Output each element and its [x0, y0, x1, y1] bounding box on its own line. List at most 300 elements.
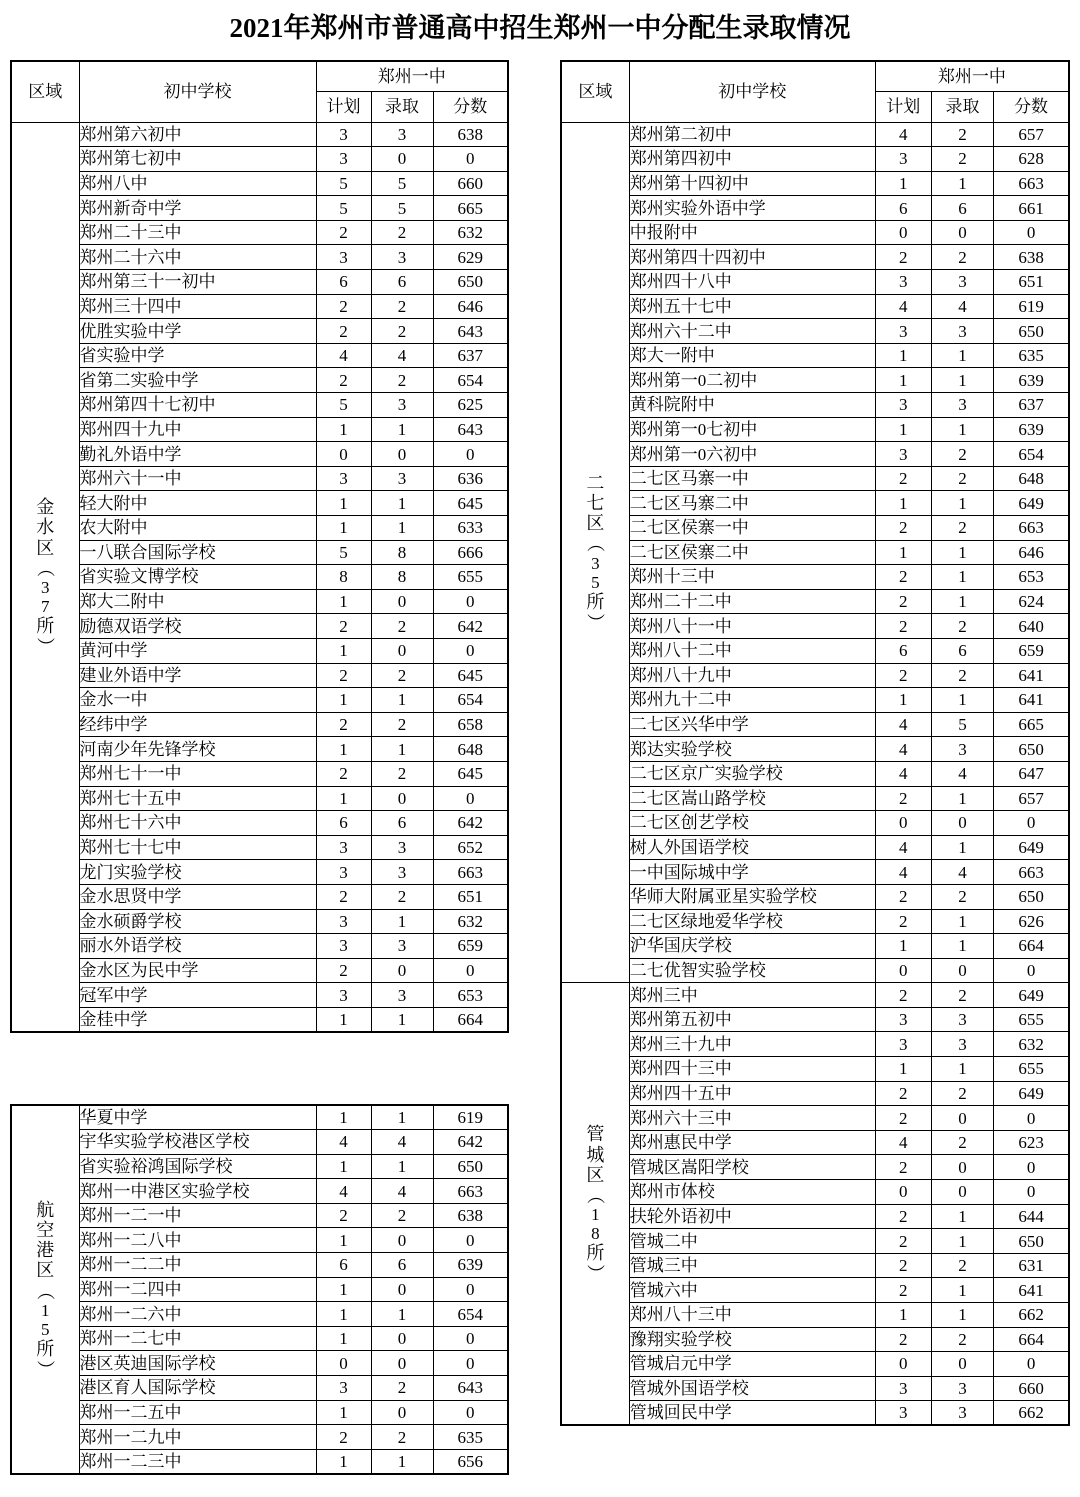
cell-score: 664 [994, 934, 1069, 959]
cell-school-name: 郑州第一0七初中 [629, 417, 875, 442]
region-label-left-2: 航 空 港 区 （ 1 5 所 ） [11, 1105, 79, 1474]
header-target-school: 郑州一中 [316, 61, 508, 91]
table-row [561, 786, 1069, 811]
cell-school-name: 豫翔实验学校 [629, 1327, 875, 1352]
cell-school-name: 郑州第七初中 [79, 147, 316, 172]
cell-score: 638 [433, 122, 508, 147]
table-row [561, 638, 1069, 663]
cell-plan: 5 [316, 196, 371, 221]
cell-plan: 0 [875, 811, 931, 836]
cell-score: 646 [433, 294, 508, 319]
cell-school-name: 郑州第十四初中 [629, 171, 875, 196]
cell-admitted: 0 [371, 589, 433, 614]
cell-school-name: 黄河中学 [79, 638, 316, 663]
cell-score: 650 [433, 270, 508, 295]
table-row [561, 1253, 1069, 1278]
cell-admitted: 1 [931, 1278, 993, 1303]
cell-admitted: 5 [371, 196, 433, 221]
cell-school-name: 郑州第三十一初中 [79, 270, 316, 295]
cell-score: 642 [433, 811, 508, 836]
cell-score: 0 [433, 1277, 508, 1302]
cell-plan: 8 [316, 565, 371, 590]
cell-school-name: 郑州第六初中 [79, 122, 316, 147]
table-block-hangkonggang [10, 1104, 507, 1475]
cell-score: 661 [994, 196, 1069, 221]
cell-school-name: 省实验文博学校 [79, 565, 316, 590]
cell-plan: 3 [875, 1401, 931, 1426]
table-row [561, 1180, 1069, 1205]
cell-school-name: 港区育人国际学校 [79, 1376, 316, 1401]
table-row [11, 884, 508, 909]
cell-school-name: 金桂中学 [79, 1007, 316, 1032]
table-row [11, 1179, 508, 1204]
cell-plan: 1 [875, 1303, 931, 1328]
table-row [11, 171, 508, 196]
header-region: 区域 [561, 61, 629, 122]
cell-admitted: 1 [931, 1229, 993, 1254]
cell-plan: 3 [316, 835, 371, 860]
header-score: 分数 [994, 91, 1069, 122]
cell-school-name: 省第二实验中学 [79, 368, 316, 393]
cell-admitted: 4 [931, 761, 993, 786]
cell-admitted: 6 [931, 638, 993, 663]
cell-plan: 3 [875, 1376, 931, 1401]
cell-score: 645 [433, 663, 508, 688]
table-row [561, 393, 1069, 418]
table-row [11, 319, 508, 344]
cell-school-name: 郑州四十三中 [629, 1057, 875, 1082]
cell-admitted: 2 [371, 319, 433, 344]
cell-score: 654 [994, 442, 1069, 467]
cell-school-name: 郑州八十二中 [629, 638, 875, 663]
cell-plan: 4 [875, 1130, 931, 1155]
cell-admitted: 2 [931, 147, 993, 172]
cell-school-name: 管城回民中学 [629, 1401, 875, 1426]
cell-plan: 4 [316, 1179, 371, 1204]
table-row [11, 1130, 508, 1155]
cell-school-name: 优胜实验中学 [79, 319, 316, 344]
cell-plan: 2 [875, 663, 931, 688]
cell-plan: 2 [316, 958, 371, 983]
table-row [11, 761, 508, 786]
cell-plan: 6 [875, 638, 931, 663]
cell-school-name: 管城外国语学校 [629, 1376, 875, 1401]
cell-plan: 1 [875, 688, 931, 713]
cell-school-name: 郑州八十九中 [629, 663, 875, 688]
cell-school-name: 二七区马寨一中 [629, 466, 875, 491]
table-row [11, 835, 508, 860]
cell-score: 0 [994, 1106, 1069, 1131]
table-row [561, 319, 1069, 344]
table-row [11, 196, 508, 221]
cell-admitted: 1 [931, 368, 993, 393]
cell-plan: 2 [875, 983, 931, 1008]
cell-admitted: 2 [371, 712, 433, 737]
cell-admitted: 6 [371, 1253, 433, 1278]
cell-score: 650 [994, 884, 1069, 909]
cell-score: 664 [433, 1007, 508, 1032]
header-admitted: 录取 [931, 91, 993, 122]
cell-admitted: 3 [931, 1376, 993, 1401]
cell-admitted: 3 [931, 270, 993, 295]
table-row [11, 1400, 508, 1425]
cell-school-name: 华师大附属亚星实验学校 [629, 884, 875, 909]
cell-score: 663 [433, 860, 508, 885]
cell-admitted: 1 [931, 491, 993, 516]
cell-admitted: 1 [371, 491, 433, 516]
cell-admitted: 1 [371, 516, 433, 541]
cell-score: 0 [994, 958, 1069, 983]
cell-school-name: 二七区侯寨二中 [629, 540, 875, 565]
cell-school-name: 冠军中学 [79, 983, 316, 1008]
table-row [11, 1007, 508, 1032]
cell-admitted: 4 [371, 1179, 433, 1204]
table-row [11, 343, 508, 368]
cell-admitted: 6 [931, 196, 993, 221]
cell-score: 638 [433, 1203, 508, 1228]
cell-admitted: 1 [931, 786, 993, 811]
cell-admitted: 0 [931, 1106, 993, 1131]
cell-plan: 2 [875, 1204, 931, 1229]
cell-admitted: 3 [371, 245, 433, 270]
table-row [11, 1277, 508, 1302]
cell-admitted: 0 [371, 442, 433, 467]
cell-plan: 1 [316, 1228, 371, 1253]
table-body [561, 122, 1069, 983]
cell-score: 650 [994, 737, 1069, 762]
cell-score: 654 [433, 368, 508, 393]
cell-plan: 4 [875, 294, 931, 319]
cell-plan: 2 [875, 1106, 931, 1131]
table-row [11, 368, 508, 393]
cell-score: 662 [994, 1401, 1069, 1426]
cell-admitted: 2 [931, 983, 993, 1008]
cell-score: 654 [433, 1302, 508, 1327]
cell-admitted: 2 [931, 1327, 993, 1352]
cell-score: 663 [994, 171, 1069, 196]
admissions-table-left-bottom [10, 1104, 509, 1475]
table-row [11, 245, 508, 270]
cell-school-name: 二七区侯寨一中 [629, 516, 875, 541]
cell-admitted: 2 [371, 220, 433, 245]
cell-admitted: 1 [371, 1007, 433, 1032]
cell-school-name: 丽水外语学校 [79, 934, 316, 959]
cell-plan: 2 [316, 761, 371, 786]
cell-school-name: 金水一中 [79, 688, 316, 713]
cell-school-name: 郑州一二五中 [79, 1400, 316, 1425]
cell-score: 659 [433, 934, 508, 959]
cell-plan: 0 [875, 958, 931, 983]
table-row [561, 565, 1069, 590]
cell-school-name: 郑州四十五中 [629, 1081, 875, 1106]
cell-admitted: 2 [371, 294, 433, 319]
cell-plan: 3 [316, 934, 371, 959]
cell-plan: 0 [875, 220, 931, 245]
table-row [11, 1376, 508, 1401]
cell-plan: 1 [316, 516, 371, 541]
cell-school-name: 郑州十三中 [629, 565, 875, 590]
cell-school-name: 省实验中学 [79, 343, 316, 368]
cell-plan: 3 [316, 147, 371, 172]
cell-score: 648 [433, 737, 508, 762]
region-label-left-1: 金 水 区 （ 3 7 所 ） [11, 122, 79, 1032]
cell-plan: 4 [875, 712, 931, 737]
cell-score: 632 [433, 220, 508, 245]
cell-admitted: 5 [371, 171, 433, 196]
cell-school-name: 管城区嵩阳学校 [629, 1155, 875, 1180]
table-row [11, 712, 508, 737]
cell-score: 659 [994, 638, 1069, 663]
table-row [11, 663, 508, 688]
cell-plan: 1 [316, 1105, 371, 1130]
cell-admitted: 0 [371, 638, 433, 663]
cell-school-name: 沪华国庆学校 [629, 934, 875, 959]
cell-plan: 5 [316, 540, 371, 565]
cell-plan: 1 [316, 1007, 371, 1032]
table-row [561, 934, 1069, 959]
cell-admitted: 8 [371, 565, 433, 590]
table-row [11, 1105, 508, 1130]
cell-school-name: 二七优智实验学校 [629, 958, 875, 983]
cell-plan: 3 [316, 245, 371, 270]
table-row [11, 909, 508, 934]
cell-school-name: 励德双语学校 [79, 614, 316, 639]
cell-school-name: 郑州新奇中学 [79, 196, 316, 221]
cell-score: 637 [994, 393, 1069, 418]
table-row [561, 909, 1069, 934]
cell-plan: 1 [316, 1302, 371, 1327]
cell-school-name: 郑州第二初中 [629, 122, 875, 147]
cell-score: 655 [994, 1007, 1069, 1032]
cell-school-name: 郑州七十五中 [79, 786, 316, 811]
cell-score: 641 [994, 663, 1069, 688]
cell-admitted: 4 [931, 294, 993, 319]
cell-school-name: 金水思贤中学 [79, 884, 316, 909]
cell-score: 643 [433, 417, 508, 442]
cell-school-name: 宇华实验学校港区学校 [79, 1130, 316, 1155]
cell-admitted: 3 [371, 983, 433, 1008]
cell-plan: 4 [875, 737, 931, 762]
cell-school-name: 黄科院附中 [629, 393, 875, 418]
cell-admitted: 2 [371, 884, 433, 909]
cell-score: 660 [994, 1376, 1069, 1401]
cell-plan: 1 [875, 343, 931, 368]
cell-plan: 3 [316, 1376, 371, 1401]
cell-admitted: 3 [371, 393, 433, 418]
header-target-school: 郑州一中 [875, 61, 1069, 91]
table-row [561, 442, 1069, 467]
cell-score: 0 [433, 442, 508, 467]
cell-plan: 1 [316, 786, 371, 811]
cell-plan: 2 [875, 516, 931, 541]
cell-score: 648 [994, 466, 1069, 491]
table-row [561, 1106, 1069, 1131]
cell-school-name: 经纬中学 [79, 712, 316, 737]
table-header [11, 61, 508, 122]
cell-school-name: 郑州七十七中 [79, 835, 316, 860]
cell-admitted: 1 [931, 417, 993, 442]
table-row [11, 294, 508, 319]
cell-plan: 1 [316, 491, 371, 516]
cell-score: 632 [994, 1032, 1069, 1057]
cell-score: 0 [433, 958, 508, 983]
table-row [561, 540, 1069, 565]
cell-plan: 2 [875, 884, 931, 909]
cell-admitted: 1 [371, 1449, 433, 1474]
cell-plan: 3 [875, 393, 931, 418]
cell-school-name: 中报附中 [629, 220, 875, 245]
cell-score: 647 [994, 761, 1069, 786]
table-row [561, 663, 1069, 688]
cell-admitted: 1 [371, 417, 433, 442]
cell-plan: 2 [316, 368, 371, 393]
cell-admitted: 3 [931, 1032, 993, 1057]
table-row [561, 811, 1069, 836]
region-label-right-1: 二 七 区 （ 3 5 所 ） [561, 122, 629, 983]
cell-admitted: 2 [931, 1081, 993, 1106]
table-row [561, 614, 1069, 639]
cell-admitted: 1 [931, 343, 993, 368]
page-title: 2021年郑州市普通高中招生郑州一中分配生录取情况 [229, 13, 851, 43]
cell-school-name: 郑州惠民中学 [629, 1130, 875, 1155]
cell-plan: 1 [875, 417, 931, 442]
cell-score: 636 [433, 466, 508, 491]
cell-admitted: 2 [931, 245, 993, 270]
cell-plan: 2 [875, 589, 931, 614]
cell-plan: 4 [875, 761, 931, 786]
table-row [561, 1204, 1069, 1229]
cell-plan: 1 [316, 1326, 371, 1351]
cell-school-name: 郑州二十二中 [629, 589, 875, 614]
cell-score: 652 [433, 835, 508, 860]
cell-score: 643 [433, 319, 508, 344]
cell-score: 625 [433, 393, 508, 418]
cell-plan: 4 [875, 122, 931, 147]
cell-school-name: 河南少年先锋学校 [79, 737, 316, 762]
cell-school-name: 郑州第一0二初中 [629, 368, 875, 393]
region-label-right-2: 管 城 区 （ 1 8 所 ） [561, 983, 629, 1426]
cell-school-name: 郑州一二七中 [79, 1326, 316, 1351]
cell-plan: 2 [875, 565, 931, 590]
cell-school-name: 郑州三中 [629, 983, 875, 1008]
cell-school-name: 一中国际城中学 [629, 860, 875, 885]
header-plan: 计划 [316, 91, 371, 122]
cell-plan: 3 [316, 909, 371, 934]
cell-score: 657 [994, 786, 1069, 811]
cell-school-name: 龙门实验学校 [79, 860, 316, 885]
cell-plan: 1 [875, 171, 931, 196]
cell-admitted: 3 [931, 737, 993, 762]
cell-plan: 1 [316, 1277, 371, 1302]
table-row [561, 417, 1069, 442]
table-row [11, 1351, 508, 1376]
cell-score: 619 [433, 1105, 508, 1130]
table-row [561, 147, 1069, 172]
cell-score: 0 [994, 1180, 1069, 1205]
cell-score: 639 [994, 417, 1069, 442]
cell-plan: 2 [875, 1278, 931, 1303]
cell-school-name: 郑州一二八中 [79, 1228, 316, 1253]
cell-admitted: 2 [931, 442, 993, 467]
cell-school-name: 郑州八十三中 [629, 1303, 875, 1328]
table-row [11, 220, 508, 245]
cell-plan: 2 [316, 1203, 371, 1228]
cell-plan: 2 [316, 614, 371, 639]
table-row [561, 245, 1069, 270]
cell-school-name: 郑州第一0六初中 [629, 442, 875, 467]
cell-admitted: 1 [931, 589, 993, 614]
table-row [11, 540, 508, 565]
cell-admitted: 0 [371, 147, 433, 172]
table-row [11, 1326, 508, 1351]
cell-plan: 1 [875, 491, 931, 516]
cell-school-name: 郑州第五初中 [629, 1007, 875, 1032]
cell-school-name: 郑大二附中 [79, 589, 316, 614]
cell-admitted: 3 [931, 1007, 993, 1032]
cell-school-name: 华夏中学 [79, 1105, 316, 1130]
cell-plan: 1 [875, 1057, 931, 1082]
cell-school-name: 郑州一二九中 [79, 1425, 316, 1450]
cell-admitted: 4 [931, 860, 993, 885]
cell-score: 665 [994, 712, 1069, 737]
cell-school-name: 二七区马寨二中 [629, 491, 875, 516]
table-row [561, 491, 1069, 516]
cell-plan: 1 [316, 737, 371, 762]
cell-admitted: 3 [931, 1401, 993, 1426]
cell-school-name: 二七区兴华中学 [629, 712, 875, 737]
cell-plan: 2 [316, 220, 371, 245]
table-row [561, 220, 1069, 245]
cell-school-name: 郑州六十一中 [79, 466, 316, 491]
cell-school-name: 管城三中 [629, 1253, 875, 1278]
cell-school-name: 郑州第四初中 [629, 147, 875, 172]
cell-score: 655 [433, 565, 508, 590]
cell-admitted: 2 [931, 516, 993, 541]
table-row [561, 1278, 1069, 1303]
table-row [11, 1302, 508, 1327]
table-row [11, 860, 508, 885]
cell-admitted: 1 [931, 1303, 993, 1328]
table-row [11, 393, 508, 418]
cell-plan: 6 [316, 270, 371, 295]
table-row [561, 1327, 1069, 1352]
table-row [561, 1007, 1069, 1032]
cell-score: 650 [994, 1229, 1069, 1254]
cell-admitted: 0 [371, 1326, 433, 1351]
cell-school-name: 省实验裕鸿国际学校 [79, 1154, 316, 1179]
cell-plan: 3 [316, 983, 371, 1008]
cell-score: 649 [994, 491, 1069, 516]
table-row [561, 122, 1069, 147]
table-row [11, 1228, 508, 1253]
table-row [11, 1203, 508, 1228]
cell-plan: 3 [875, 319, 931, 344]
table-row [561, 343, 1069, 368]
cell-plan: 2 [875, 614, 931, 639]
cell-score: 644 [994, 1204, 1069, 1229]
table-row [561, 761, 1069, 786]
cell-plan: 2 [875, 245, 931, 270]
cell-score: 651 [433, 884, 508, 909]
cell-plan: 2 [875, 1327, 931, 1352]
cell-admitted: 3 [371, 122, 433, 147]
cell-plan: 3 [316, 122, 371, 147]
table-row [561, 1155, 1069, 1180]
table-row [561, 171, 1069, 196]
table-row [561, 860, 1069, 885]
cell-plan: 1 [316, 638, 371, 663]
cell-school-name: 一八联合国际学校 [79, 540, 316, 565]
